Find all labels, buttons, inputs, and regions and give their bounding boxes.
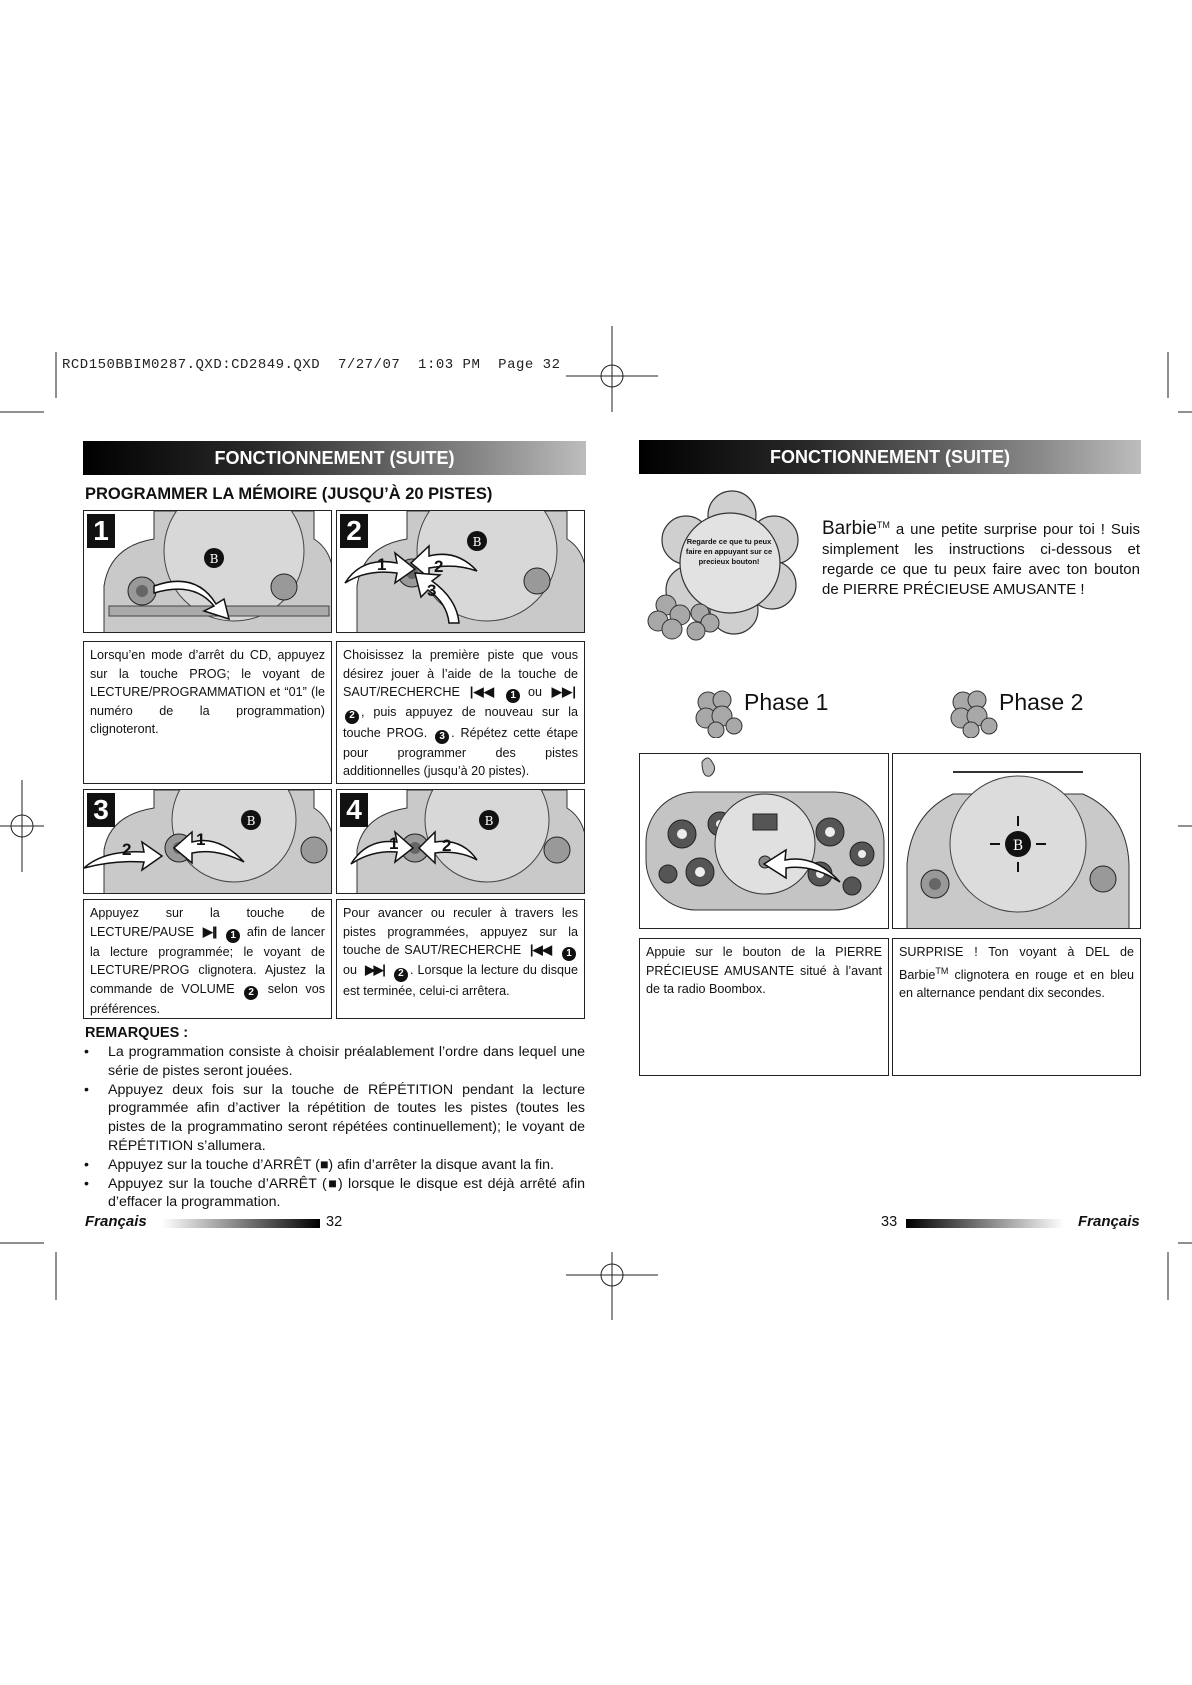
step-2-circle-2: 2	[345, 710, 359, 724]
skip-forward-icon: ▶▶|	[365, 962, 384, 978]
step-4-text-part-1: Pour avancer ou reculer à travers les pistes programmées, appuyez sur la touche de SAUT/RECHERCHE	[343, 906, 578, 957]
phase-2-flower-icon	[949, 688, 999, 738]
step-2-circle-3: 3	[435, 730, 449, 744]
step-2-callout-3: 3	[427, 581, 437, 600]
step-2-text-part-1: Choisissez la première piste que vous désirez jouer à l’aide de la touche de SAUT/RECHERCHE	[343, 648, 578, 699]
svg-text:B: B	[209, 552, 219, 566]
phase-1-label: Phase 1	[744, 689, 829, 715]
note-item: • La programmation consiste à choisir préalablement l’ordre dans lequel une série de pistes seront jouées.	[82, 1043, 585, 1081]
intro-paragraph	[822, 515, 1140, 600]
step-2-circle-1: 1	[506, 689, 520, 703]
left-footer-language: Français	[85, 1213, 147, 1230]
note-item: • Appuyez sur la touche d’ARRÊT (■) lorsque le disque est déjà arrêté afin d’effacer la programmation.	[82, 1175, 585, 1213]
step-3-text-part-3: selon vos préférences.	[90, 981, 325, 1016]
step-2-text-or: ou	[527, 685, 542, 699]
step-4-number: 4	[340, 793, 368, 827]
phase-2-text	[892, 938, 1141, 1076]
step-4-text-or: ou	[343, 963, 358, 978]
left-footer-gradient-bar	[162, 1219, 320, 1228]
svg-text:B: B	[472, 535, 482, 549]
phase-2-illustration	[892, 753, 1141, 929]
note-item: • Appuyez sur la touche d’ARRÊT (■) afin d’arrêter la disque avant la fin.	[82, 1156, 585, 1175]
step-1-text: Lorsqu’en mode d’arrêt du CD, appuyez sur la touche PROG; le voyant de LECTURE/PROGRAMMATION et “01” (le numéro de la programmation) clignoteront.	[83, 641, 332, 784]
svg-text:B: B	[246, 814, 256, 828]
step-4-callout-1: 1	[389, 834, 399, 853]
phase-1-text: Appuie sur le bouton de la PIERRE PRÉCIEUSE AMUSANTE situé à l’avant de ta radio Boombox.	[639, 938, 889, 1076]
svg-text:B: B	[1012, 838, 1024, 854]
step-1-illustration	[83, 510, 332, 633]
step-4-text-part-2: . Lorsque la lecture du disque est terminée, celui-ci arrêtera.	[343, 963, 579, 998]
svg-text:B: B	[484, 814, 494, 828]
left-section-banner: FONCTIONNEMENT (SUITE)	[83, 441, 586, 475]
skip-forward-icon: ▶▶|	[551, 684, 575, 699]
section-subtitle: PROGRAMMER LA MÉMOIRE (JUSQU’À 20 PISTES)	[85, 485, 493, 503]
step-3-callout-1: 1	[196, 830, 206, 849]
step-4-circle-2: 2	[394, 968, 408, 982]
step-4-callout-2: 2	[442, 836, 452, 855]
step-2-callout-2: 2	[434, 557, 444, 576]
intro-brand: Barbie	[822, 518, 877, 539]
right-page-number: 33	[881, 1214, 898, 1230]
step-2-text	[336, 641, 585, 784]
step-4-text	[336, 899, 585, 1019]
phase-2-text-part-2: clignotera en rouge et en bleu en alternance pendant dix secondes.	[899, 967, 1134, 1001]
notes-list	[82, 1043, 585, 1212]
flower-speech-illustration	[644, 485, 800, 643]
phase-2-trademark: TM	[935, 965, 949, 976]
step-2-text-part-3: . Répétez cette étape pour programmer des pistes additionnelles (jusqu’à 20 pistes).	[343, 725, 578, 779]
intro-text: a une petite surprise pour toi ! Suis simplement les instructions ci-dessous et regarde ce que tu peux faire avec ton bouton de PIERRE PRÉCIEUSE AMUSANTE !	[822, 521, 1140, 598]
print-slug: RCD150BBIM0287.QXD:CD2849.QXD 7/27/07 1:03 PM Page 32	[62, 357, 561, 373]
right-section-banner: FONCTIONNEMENT (SUITE)	[639, 440, 1141, 474]
step-2-illustration	[336, 510, 585, 633]
right-footer-language: Français	[1078, 1213, 1140, 1230]
step-1-number: 1	[87, 514, 115, 548]
step-4-circle-1: 1	[562, 947, 576, 961]
step-2-text-part-2: , puis appuyez de nouveau sur la touche PROG.	[343, 705, 578, 740]
skip-back-icon: |◀◀	[529, 942, 552, 957]
phase-1-flower-icon	[694, 688, 744, 738]
play-pause-icon: ▶||	[202, 923, 216, 939]
phase-2-text-part-1: SURPRISE ! Ton voyant à DEL de Barbie	[899, 945, 1134, 982]
skip-back-icon: |◀◀	[469, 684, 495, 699]
step-3-circle-2: 2	[244, 986, 258, 1000]
left-page-number: 32	[326, 1214, 343, 1230]
step-3-illustration	[83, 789, 332, 894]
right-footer-gradient-bar	[906, 1219, 1064, 1228]
step-3-text-part-1: Appuyez sur la touche de LECTURE/PAUSE	[90, 906, 325, 939]
step-3-text-part-2: afin de lancer la lecture programmée; le voyant de LECTURE/PROG clignotera. Ajustez la commande de VOLUME	[90, 924, 326, 996]
phase-2-label: Phase 2	[999, 689, 1084, 715]
flower-bubble-text: Regarde ce que tu peux faire en appuyant sur ce precieux bouton!	[685, 537, 773, 566]
note-item: • Appuyez deux fois sur la touche de RÉPÉTITION pendant la lecture programmée afin d’activer la répétition de toutes les pistes (toutes les pistes de la programmatino seront répétées continuellement); le voyant de RÉPÉTITION s’allumera.	[82, 1081, 585, 1156]
step-2-number: 2	[340, 514, 368, 548]
intro-trademark: TM	[876, 520, 890, 530]
step-3-circle-1: 1	[226, 929, 240, 943]
phase-1-illustration	[639, 753, 889, 929]
step-3-number: 3	[87, 793, 115, 827]
step-2-callout-1: 1	[377, 555, 387, 574]
step-3-text	[83, 899, 332, 1019]
step-3-callout-2: 2	[122, 840, 132, 859]
step-4-illustration	[336, 789, 585, 894]
notes-title: REMARQUES :	[85, 1025, 189, 1041]
